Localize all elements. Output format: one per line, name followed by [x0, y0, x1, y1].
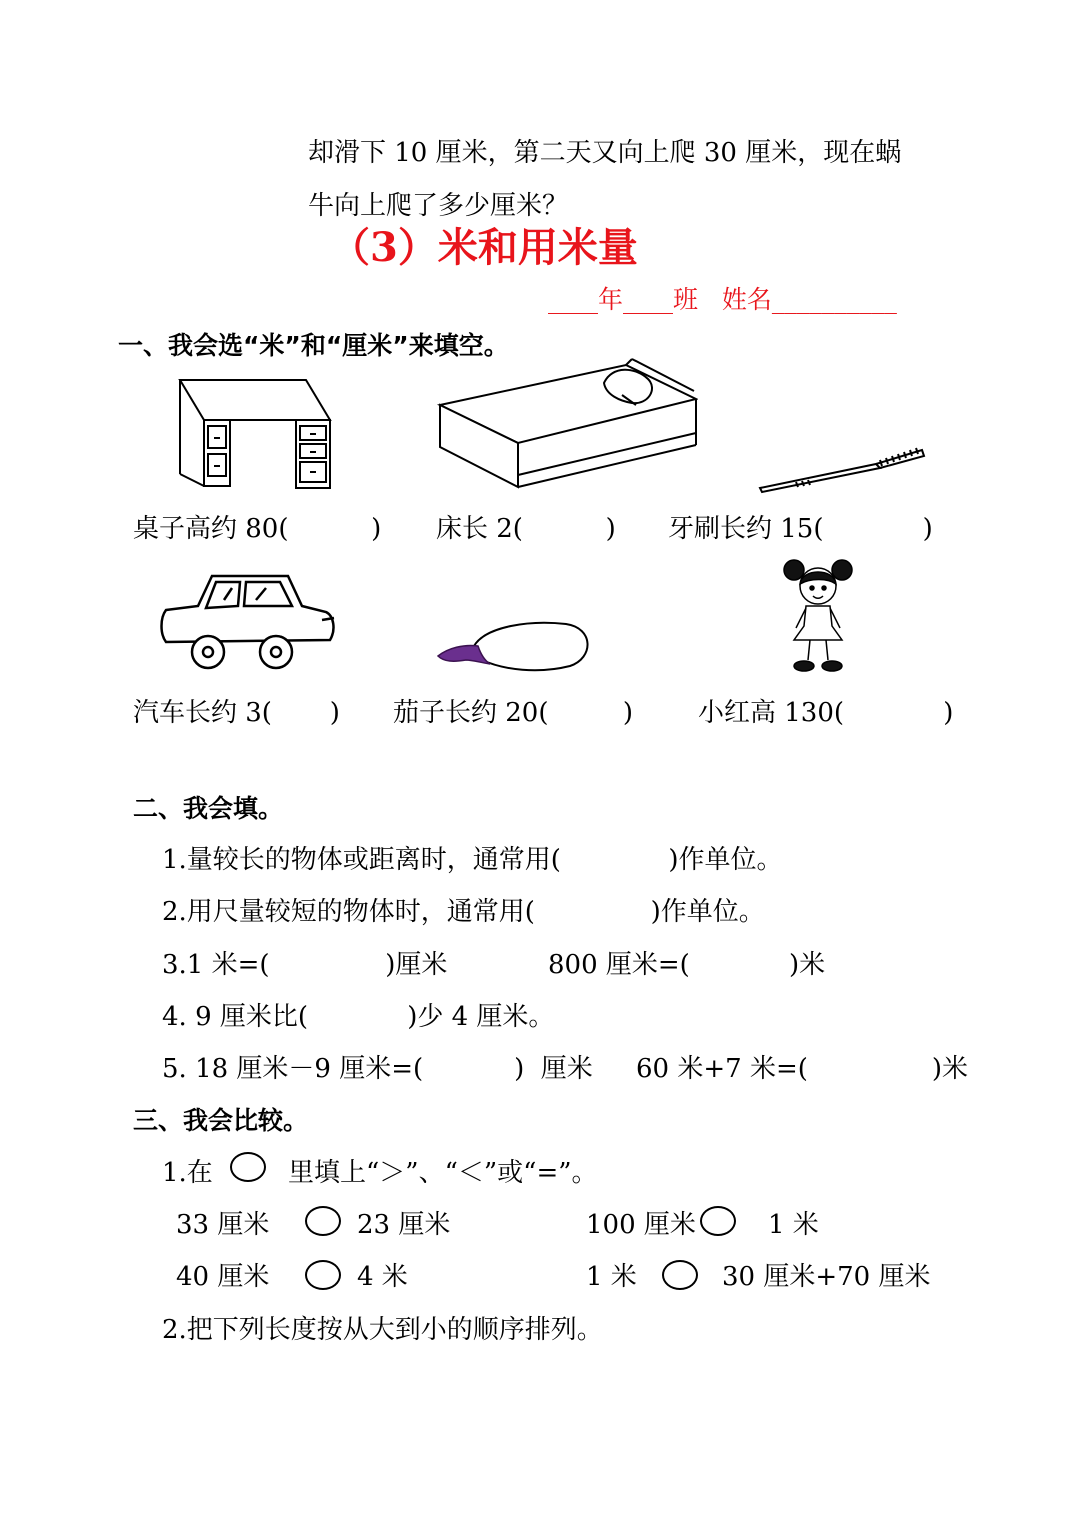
compare-3-circle[interactable]	[305, 1260, 341, 1290]
desk-picture	[176, 376, 334, 492]
compare-2-right: 1 米	[768, 1210, 819, 1240]
item-desk-height: 桌子高约 80( )	[133, 514, 382, 544]
compare-instruction-suffix: 里填上“＞”、“＜”或“=”。	[288, 1158, 598, 1188]
fill-q4: 4. 9 厘米比( )少 4 厘米。	[162, 1002, 555, 1032]
compare-instruction-prefix: 1.在	[162, 1158, 213, 1188]
order-question: 2.把下列长度按从大到小的顺序排列。	[162, 1315, 603, 1345]
compare-1-circle[interactable]	[305, 1206, 341, 1236]
student-info-line	[548, 287, 897, 312]
intro-line-2: 牛向上爬了多少厘米？	[308, 191, 569, 221]
item-toothbrush-length: 牙刷长约 15( )	[668, 514, 933, 544]
compare-2-circle[interactable]	[700, 1206, 736, 1236]
compare-1-left: 33 厘米	[176, 1210, 270, 1240]
item-car-length: 汽车长约 3( )	[133, 698, 340, 728]
fill-q5b: 60 米+7 米=( )米	[636, 1054, 968, 1084]
car-picture	[158, 570, 338, 674]
fill-q2: 2.用尺量较短的物体时，通常用( )作单位。	[162, 897, 765, 927]
bed-picture	[436, 355, 698, 491]
item-xiaohong-height: 小红高 130( )	[698, 698, 954, 728]
item-bed-length: 床长 2( )	[436, 514, 616, 544]
section1-heading: 一、我会选“米”和“厘米”来填空。	[118, 331, 509, 360]
class-label: 班	[673, 285, 699, 314]
compare-3-left: 40 厘米	[176, 1262, 270, 1292]
compare-2-left: 100 厘米	[586, 1210, 696, 1240]
year-label: 年	[598, 285, 624, 314]
sample-circle-icon	[230, 1152, 266, 1182]
compare-3-right: 4 米	[357, 1262, 408, 1292]
fill-q1: 1.量较长的物体或距离时，通常用( )作单位。	[162, 845, 783, 875]
fill-q3a: 3.1 米=( )厘米	[162, 950, 448, 980]
fill-q5a: 5. 18 厘米－9 厘米=( ) 厘米	[162, 1054, 593, 1084]
fill-q3b: 800 厘米=( )米	[548, 950, 826, 980]
eggplant-picture	[434, 616, 596, 674]
name-label: 姓名	[721, 285, 772, 314]
section3-heading: 三、我会比较。	[133, 1106, 309, 1135]
name-blank[interactable]: __________	[771, 285, 897, 314]
page-title: （3）米和用米量	[330, 224, 638, 271]
compare-1-right: 23 厘米	[357, 1210, 451, 1240]
toothbrush-picture	[756, 438, 926, 494]
class-blank[interactable]: ____	[623, 285, 674, 314]
compare-4-circle[interactable]	[662, 1260, 698, 1290]
year-blank[interactable]: ____	[548, 285, 598, 314]
compare-4-right: 30 厘米+70 厘米	[722, 1262, 931, 1292]
compare-4-left: 1 米	[586, 1262, 637, 1292]
intro-line-1: 却滑下 10 厘米，第二天又向上爬 30 厘米，现在蜗	[308, 138, 902, 168]
girl-picture	[780, 556, 856, 676]
item-eggplant-length: 茄子长约 20( )	[393, 698, 634, 728]
section2-heading: 二、我会填。	[133, 794, 284, 823]
